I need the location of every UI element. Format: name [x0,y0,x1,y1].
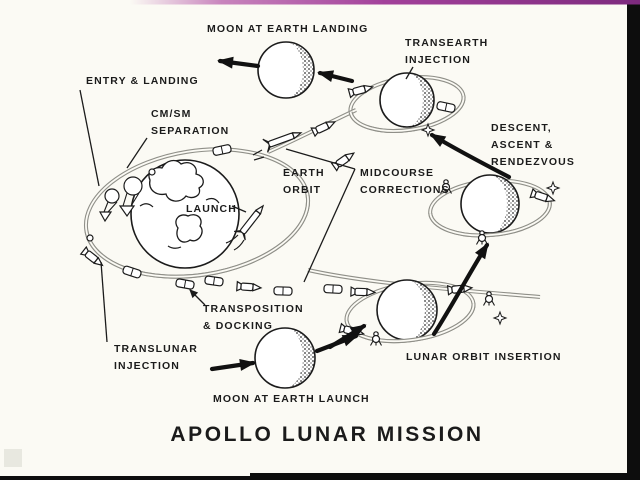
label-launch: LAUNCH [186,203,237,215]
film-artifact [4,449,22,467]
label-descent-3: RENDEZVOUS [491,156,575,168]
label-transearth-injection-2: INJECTION [405,54,471,66]
label-translunar-1: TRANSLUNAR [114,343,198,355]
arrow-moon-landing-left [220,61,258,66]
label-earth-orbit-1: EARTH [283,167,325,179]
earth-continent-south [176,215,202,242]
label-transearth-injection-1: TRANSEARTH [405,37,489,49]
label-cm-sm-1: CM/SM [151,108,192,120]
label-midcourse-2: CORRECTIONS [360,184,450,196]
frame-top-magenta-line [130,0,640,5]
label-transposition-1: TRANSPOSITION [203,303,304,315]
arrow-into-launch-moon [212,363,253,369]
frame-right-bar [627,2,640,480]
moon-at-earth-landing-body [258,42,314,98]
label-translunar-2: INJECTION [114,360,180,372]
label-lunar-orbit-insertion: LUNAR ORBIT INSERTION [406,351,562,363]
loi-moon-body [377,280,437,340]
frame-bottom-bar-right [250,473,640,480]
label-descent-2: ASCENT & [491,139,554,151]
page-title: APOLLO LUNAR MISSION [170,423,484,446]
rendezvous-moon-body [461,175,519,233]
arrow-return-to-moon-landing [320,73,352,81]
label-moon-at-earth-launch: MOON AT EARTH LAUNCH [213,393,370,405]
transearth-moon-body [380,73,434,127]
label-midcourse-1: MIDCOURSE [360,167,435,179]
moon-at-earth-launch-body [255,328,315,388]
leader-translunar [101,262,107,342]
label-descent-1: DESCENT, [491,122,552,134]
label-entry-landing: ENTRY & LANDING [86,75,199,87]
label-moon-at-earth-landing: MOON AT EARTH LANDING [207,23,369,35]
label-transposition-2: & DOCKING [203,320,273,332]
arrow-from-launch-moon [317,336,356,351]
leader-entry-landing [80,90,99,186]
label-earth-orbit-2: ORBIT [283,184,322,196]
leader-lines [80,67,413,342]
label-cm-sm-2: SEPARATION [151,125,230,137]
